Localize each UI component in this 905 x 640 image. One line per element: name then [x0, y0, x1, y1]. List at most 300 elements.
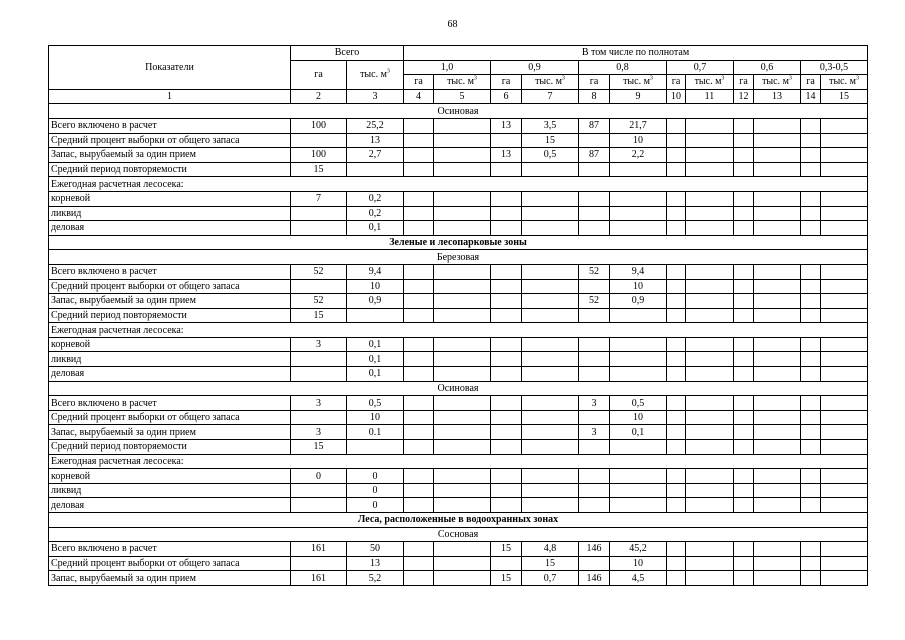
thous-m3-subheader — [434, 75, 491, 90]
density-header: 0,7 — [667, 60, 734, 75]
value-cell — [821, 221, 868, 236]
value-cell — [667, 396, 686, 411]
value-cell — [579, 206, 610, 221]
value-cell — [491, 308, 522, 323]
value-cell — [801, 191, 821, 206]
table-row — [49, 206, 868, 221]
row-label: Ежегодная расчетная лесосека: — [49, 454, 868, 469]
section-row — [49, 235, 868, 250]
value-cell — [610, 337, 667, 352]
value-cell: 0,9 — [610, 294, 667, 309]
value-cell: 0 — [347, 483, 404, 498]
table-row — [49, 483, 868, 498]
value-cell — [579, 191, 610, 206]
value-cell — [686, 264, 734, 279]
column-number: 9 — [610, 89, 667, 104]
zone-heading: Леса, расположенные в водоохранных зонах — [49, 513, 868, 528]
value-cell: 3 — [291, 337, 347, 352]
value-cell — [667, 556, 686, 571]
value-cell — [579, 221, 610, 236]
value-cell — [404, 279, 434, 294]
value-cell — [821, 483, 868, 498]
value-cell: 15 — [522, 133, 579, 148]
row-label: деловая — [49, 367, 291, 382]
value-cell — [667, 308, 686, 323]
density-header: 0,6 — [734, 60, 801, 75]
row-label: Всего включено в расчет — [49, 542, 291, 557]
value-cell: 52 — [579, 294, 610, 309]
species-heading: Сосновая — [49, 527, 868, 542]
value-cell — [434, 396, 491, 411]
value-cell — [404, 410, 434, 425]
unit-cube: 3 — [473, 76, 477, 83]
value-cell — [734, 483, 754, 498]
table-row — [49, 162, 868, 177]
value-cell — [491, 367, 522, 382]
value-cell: 2,2 — [610, 148, 667, 163]
value-cell: 3 — [291, 396, 347, 411]
total-thous-header — [347, 60, 404, 89]
value-cell — [667, 148, 686, 163]
value-cell — [801, 410, 821, 425]
value-cell — [434, 542, 491, 557]
value-cell — [801, 162, 821, 177]
value-cell — [522, 483, 579, 498]
ha-subheader: га — [667, 75, 686, 90]
column-number: 12 — [734, 89, 754, 104]
row-label: деловая — [49, 498, 291, 513]
row-label: корневой — [49, 191, 291, 206]
unit-text: тыс. м — [829, 76, 856, 88]
thous-m3-subheader — [522, 75, 579, 90]
column-number: 10 — [667, 89, 686, 104]
value-cell — [754, 425, 801, 440]
value-cell — [734, 148, 754, 163]
value-cell — [610, 367, 667, 382]
value-cell — [522, 294, 579, 309]
value-cell — [404, 440, 434, 455]
value-cell — [491, 396, 522, 411]
species-heading: Осиновая — [49, 104, 868, 119]
value-cell — [610, 352, 667, 367]
value-cell: 2,7 — [347, 148, 404, 163]
value-cell — [579, 133, 610, 148]
value-cell — [686, 483, 734, 498]
value-cell — [667, 118, 686, 133]
value-cell — [754, 367, 801, 382]
value-cell — [291, 279, 347, 294]
value-cell — [610, 162, 667, 177]
value-cell — [801, 337, 821, 352]
value-cell — [754, 396, 801, 411]
unit-text: тыс. м — [535, 76, 562, 88]
section-row — [49, 513, 868, 528]
page-number: 68 — [447, 19, 458, 30]
value-cell — [347, 308, 404, 323]
value-cell — [491, 221, 522, 236]
value-cell — [821, 469, 868, 484]
value-cell — [404, 352, 434, 367]
value-cell — [522, 221, 579, 236]
density-header: 0,8 — [579, 60, 667, 75]
value-cell — [347, 162, 404, 177]
row-label: корневой — [49, 469, 291, 484]
species-heading: Березовая — [49, 250, 868, 265]
value-cell — [522, 352, 579, 367]
value-cell: 10 — [347, 410, 404, 425]
value-cell — [801, 308, 821, 323]
value-cell: 10 — [610, 556, 667, 571]
column-numbers-row — [49, 89, 868, 104]
ha-subheader: га — [404, 75, 434, 90]
value-cell — [404, 367, 434, 382]
value-cell: 3 — [291, 425, 347, 440]
value-cell: 0.1 — [347, 425, 404, 440]
value-cell — [667, 425, 686, 440]
header-row-1 — [49, 46, 868, 61]
value-cell — [610, 498, 667, 513]
value-cell: 13 — [491, 118, 522, 133]
value-cell — [667, 483, 686, 498]
value-cell — [579, 308, 610, 323]
value-cell: 13 — [491, 148, 522, 163]
value-cell — [522, 264, 579, 279]
column-number: 6 — [491, 89, 522, 104]
unit-cube: 3 — [649, 76, 653, 83]
value-cell — [404, 483, 434, 498]
value-cell — [801, 367, 821, 382]
row-label: Запас, вырубаемый за один прием — [49, 294, 291, 309]
value-cell — [579, 410, 610, 425]
table-row — [49, 191, 868, 206]
value-cell — [347, 440, 404, 455]
value-cell: 0,1 — [347, 367, 404, 382]
value-cell — [734, 498, 754, 513]
value-cell: 161 — [291, 542, 347, 557]
value-cell — [434, 498, 491, 513]
value-cell — [434, 264, 491, 279]
table-body — [49, 104, 868, 586]
value-cell — [821, 118, 868, 133]
value-cell — [404, 191, 434, 206]
value-cell — [734, 264, 754, 279]
value-cell — [610, 221, 667, 236]
value-cell — [404, 294, 434, 309]
row-label: Всего включено в расчет — [49, 396, 291, 411]
value-cell — [801, 469, 821, 484]
value-cell — [291, 352, 347, 367]
row-label: Средний процент выборки от общего запаса — [49, 556, 291, 571]
value-cell — [754, 337, 801, 352]
value-cell — [754, 221, 801, 236]
value-cell — [754, 571, 801, 586]
value-cell — [734, 206, 754, 221]
value-cell — [821, 410, 868, 425]
value-cell — [734, 279, 754, 294]
value-cell — [491, 264, 522, 279]
value-cell — [434, 469, 491, 484]
value-cell: 9,4 — [347, 264, 404, 279]
value-cell — [686, 440, 734, 455]
density-header: 0,3-0,5 — [801, 60, 868, 75]
value-cell — [821, 191, 868, 206]
value-cell — [734, 221, 754, 236]
value-cell — [734, 162, 754, 177]
value-cell — [734, 469, 754, 484]
value-cell — [754, 162, 801, 177]
row-label: Запас, вырубаемый за один прием — [49, 425, 291, 440]
value-cell — [801, 425, 821, 440]
value-cell — [754, 498, 801, 513]
value-cell — [667, 264, 686, 279]
thous-m3-subheader — [754, 75, 801, 90]
row-label: Средний период повторяемости — [49, 308, 291, 323]
value-cell: 0,1 — [347, 352, 404, 367]
value-cell — [686, 308, 734, 323]
value-cell: 10 — [610, 279, 667, 294]
value-cell — [291, 133, 347, 148]
value-cell — [522, 440, 579, 455]
unit-text: тыс. м — [447, 76, 474, 88]
value-cell — [434, 308, 491, 323]
unit-cube: 3 — [855, 76, 859, 83]
ha-subheader: га — [491, 75, 522, 90]
value-cell — [821, 425, 868, 440]
value-cell — [686, 337, 734, 352]
value-cell — [610, 206, 667, 221]
value-cell: 3 — [579, 425, 610, 440]
value-cell — [821, 308, 868, 323]
value-cell — [667, 542, 686, 557]
value-cell — [686, 148, 734, 163]
unit-text: тыс. м — [360, 69, 387, 81]
value-cell — [434, 425, 491, 440]
value-cell — [291, 367, 347, 382]
value-cell — [754, 206, 801, 221]
value-cell — [801, 396, 821, 411]
value-cell — [610, 469, 667, 484]
value-cell: 0,5 — [347, 396, 404, 411]
row-label: Средний процент выборки от общего запаса — [49, 410, 291, 425]
table-row — [49, 294, 868, 309]
value-cell — [491, 469, 522, 484]
row-label: Средний период повторяемости — [49, 440, 291, 455]
value-cell — [522, 469, 579, 484]
value-cell — [291, 483, 347, 498]
value-cell — [686, 133, 734, 148]
value-cell — [734, 352, 754, 367]
section-row — [49, 527, 868, 542]
column-number: 4 — [404, 89, 434, 104]
value-cell — [686, 221, 734, 236]
value-cell — [491, 294, 522, 309]
value-cell — [801, 264, 821, 279]
value-cell — [801, 279, 821, 294]
value-cell: 25,2 — [347, 118, 404, 133]
value-cell: 4,5 — [610, 571, 667, 586]
value-cell — [686, 396, 734, 411]
value-cell — [667, 440, 686, 455]
value-cell — [491, 410, 522, 425]
forest-calculation-table — [48, 45, 868, 586]
column-number: 1 — [49, 89, 291, 104]
value-cell — [434, 162, 491, 177]
value-cell — [667, 133, 686, 148]
total-header: Всего — [291, 46, 404, 61]
table-row — [49, 308, 868, 323]
value-cell — [434, 337, 491, 352]
value-cell — [801, 148, 821, 163]
row-label: ликвид — [49, 206, 291, 221]
value-cell — [491, 133, 522, 148]
table-row — [49, 396, 868, 411]
value-cell — [754, 148, 801, 163]
value-cell: 5,2 — [347, 571, 404, 586]
value-cell — [686, 162, 734, 177]
value-cell — [434, 118, 491, 133]
value-cell — [821, 162, 868, 177]
value-cell — [667, 352, 686, 367]
value-cell — [734, 337, 754, 352]
value-cell — [491, 425, 522, 440]
value-cell — [686, 191, 734, 206]
value-cell — [734, 294, 754, 309]
value-cell: 0 — [291, 469, 347, 484]
value-cell — [434, 191, 491, 206]
table-row — [49, 425, 868, 440]
column-number: 7 — [522, 89, 579, 104]
value-cell — [686, 425, 734, 440]
value-cell — [291, 221, 347, 236]
column-number: 14 — [801, 89, 821, 104]
table-row — [49, 352, 868, 367]
value-cell — [579, 556, 610, 571]
value-cell — [754, 469, 801, 484]
value-cell — [821, 133, 868, 148]
value-cell: 13 — [347, 133, 404, 148]
value-cell: 3,5 — [522, 118, 579, 133]
column-number: 13 — [754, 89, 801, 104]
unit-cube: 3 — [561, 76, 565, 83]
section-row — [49, 104, 868, 119]
value-cell: 15 — [491, 571, 522, 586]
value-cell — [821, 279, 868, 294]
value-cell — [754, 133, 801, 148]
value-cell — [491, 206, 522, 221]
value-cell: 50 — [347, 542, 404, 557]
value-cell — [404, 308, 434, 323]
value-cell — [667, 367, 686, 382]
value-cell — [579, 469, 610, 484]
row-label: ликвид — [49, 483, 291, 498]
table-row — [49, 118, 868, 133]
value-cell: 146 — [579, 571, 610, 586]
value-cell — [754, 264, 801, 279]
row-label: ликвид — [49, 352, 291, 367]
row-label: Всего включено в расчет — [49, 118, 291, 133]
value-cell — [434, 148, 491, 163]
density-header: 1,0 — [404, 60, 491, 75]
value-cell — [667, 294, 686, 309]
thous-m3-subheader — [686, 75, 734, 90]
value-cell: 0,2 — [347, 191, 404, 206]
indicators-header: Показатели — [49, 46, 291, 90]
value-cell — [579, 367, 610, 382]
value-cell — [686, 498, 734, 513]
value-cell — [821, 352, 868, 367]
value-cell — [667, 410, 686, 425]
value-cell — [291, 206, 347, 221]
value-cell — [821, 440, 868, 455]
value-cell — [491, 556, 522, 571]
value-cell — [801, 133, 821, 148]
value-cell — [734, 396, 754, 411]
value-cell — [667, 191, 686, 206]
value-cell — [404, 162, 434, 177]
ha-subheader: га — [734, 75, 754, 90]
value-cell — [291, 556, 347, 571]
value-cell — [667, 279, 686, 294]
value-cell — [801, 352, 821, 367]
value-cell — [404, 133, 434, 148]
value-cell — [291, 498, 347, 513]
value-cell — [434, 571, 491, 586]
value-cell — [491, 191, 522, 206]
value-cell — [821, 498, 868, 513]
value-cell: 87 — [579, 118, 610, 133]
value-cell — [522, 367, 579, 382]
value-cell — [522, 279, 579, 294]
value-cell: 4,8 — [522, 542, 579, 557]
value-cell — [404, 206, 434, 221]
value-cell: 146 — [579, 542, 610, 557]
value-cell — [491, 498, 522, 513]
value-cell — [754, 483, 801, 498]
value-cell — [667, 498, 686, 513]
value-cell — [491, 352, 522, 367]
value-cell — [686, 294, 734, 309]
value-cell: 45,2 — [610, 542, 667, 557]
table-row — [49, 148, 868, 163]
value-cell: 3 — [579, 396, 610, 411]
value-cell — [686, 410, 734, 425]
value-cell: 9,4 — [610, 264, 667, 279]
value-cell: 161 — [291, 571, 347, 586]
value-cell — [801, 440, 821, 455]
subheading-row — [49, 454, 868, 469]
value-cell — [610, 440, 667, 455]
subheading-row — [49, 177, 868, 192]
value-cell — [522, 425, 579, 440]
value-cell: 0 — [347, 469, 404, 484]
section-row — [49, 381, 868, 396]
value-cell — [754, 294, 801, 309]
value-cell — [821, 206, 868, 221]
value-cell: 0,5 — [522, 148, 579, 163]
value-cell — [754, 542, 801, 557]
value-cell — [801, 294, 821, 309]
table-row — [49, 571, 868, 586]
value-cell: 10 — [610, 133, 667, 148]
value-cell — [686, 469, 734, 484]
species-heading: Осиновая — [49, 381, 868, 396]
value-cell: 15 — [291, 440, 347, 455]
value-cell — [610, 483, 667, 498]
by-density-header: В том числе по полнотам — [404, 46, 868, 61]
value-cell — [491, 162, 522, 177]
column-number: 15 — [821, 89, 868, 104]
value-cell — [821, 367, 868, 382]
